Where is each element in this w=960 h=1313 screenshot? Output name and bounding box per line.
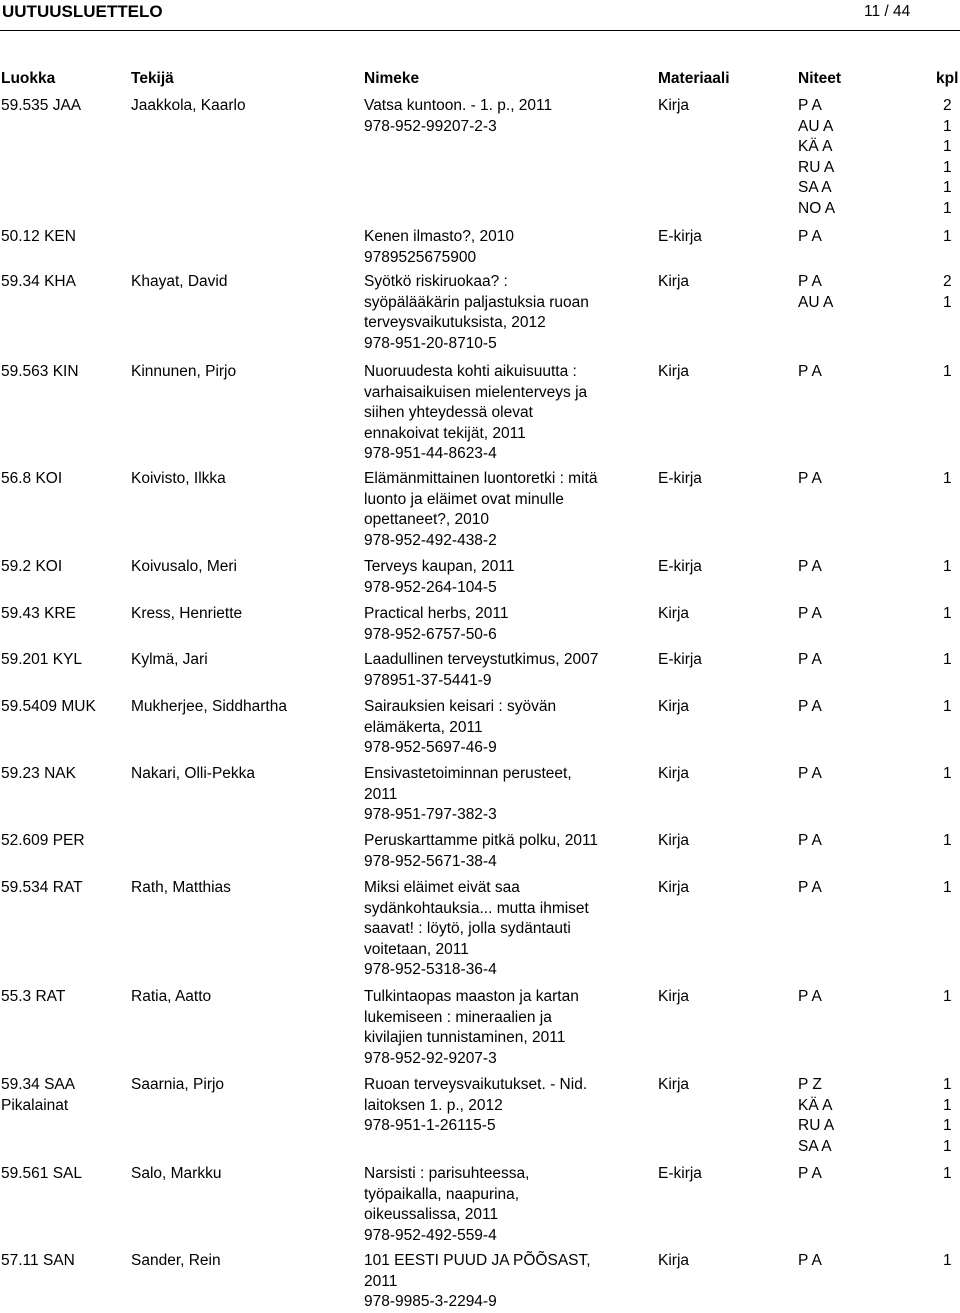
copy-count: 1	[943, 605, 952, 622]
entry-title-line: terveysvaikutuksista, 2012	[364, 314, 546, 332]
entry-class-line: 59.535 JAA	[1, 97, 82, 114]
entry-author: Koivusalo, Meri	[131, 558, 237, 575]
entry-material: Kirja	[658, 273, 690, 290]
entry-class-line: 50.12 KEN	[1, 228, 76, 245]
entry-title-line: 978951-37-5441-9	[364, 671, 492, 689]
copy-count: 1	[943, 179, 952, 197]
copy-location: P A	[798, 1165, 822, 1182]
entry-title-line: Practical herbs, 2011	[364, 605, 509, 622]
entry-class-line: 55.3 RAT	[1, 988, 66, 1005]
copy-count: 1	[943, 1165, 952, 1182]
entry-title-line: 978-951-1-26115-5	[364, 1117, 496, 1135]
entry-author: Rath, Matthias	[131, 879, 231, 896]
entry-title-line: Laadullinen terveystutkimus, 2007	[364, 651, 599, 668]
entry-material: Kirja	[658, 879, 690, 896]
copy-location: P A	[798, 605, 822, 622]
copy-location: P Z	[798, 1076, 822, 1093]
entry-class	[1, 272, 127, 293]
entry-copy-counts	[943, 1164, 960, 1185]
entry-material: Kirja	[658, 832, 690, 849]
entry-title-line: 978-952-492-438-2	[364, 531, 497, 549]
copy-count: 1	[943, 138, 952, 156]
entry-copies	[798, 227, 928, 248]
entry-author: Kylmä, Jari	[131, 651, 208, 668]
entry-title	[364, 557, 654, 598]
entry-class-line: 59.34 SAA	[1, 1076, 76, 1093]
entry-copy-counts	[943, 650, 960, 671]
entry-copy-counts	[943, 987, 960, 1008]
entry-class	[1, 764, 127, 785]
entry-title	[364, 362, 654, 465]
entry-title	[364, 272, 654, 354]
copy-location: AU A	[798, 293, 834, 311]
entry-author: Kinnunen, Pirjo	[131, 363, 237, 380]
entry-author: Jaakkola, Kaarlo	[131, 97, 246, 114]
entry-title-line: Ensivastetoiminnan perusteet,	[364, 765, 572, 782]
entry-title	[364, 1164, 654, 1246]
entry-class	[1, 362, 127, 383]
entry-material: Kirja	[658, 363, 690, 380]
copy-location: KÄ A	[798, 1096, 833, 1114]
copy-location: SA A	[798, 179, 832, 197]
copy-count: 1	[943, 558, 952, 575]
entry-material: Kirja	[658, 605, 690, 622]
copy-location: KÄ A	[798, 138, 833, 156]
entry-title	[364, 469, 654, 551]
entry-copies	[798, 697, 928, 718]
page-current: 11	[864, 3, 881, 20]
entry-class	[1, 831, 127, 852]
entry-title-line: syöpälääkärin paljastuksia ruoan	[364, 293, 589, 311]
copy-location: P A	[798, 1252, 822, 1269]
entry-class-line: 59.534 RAT	[1, 879, 83, 896]
entry-copies	[798, 831, 928, 852]
entry-author: Mukherjee, Siddhartha	[131, 698, 287, 715]
entry-title-line: Sairauksien keisari : syövän	[364, 698, 557, 715]
entry-class	[1, 650, 127, 671]
entry-title-line: opettaneet?, 2010	[364, 511, 489, 529]
copy-count: 1	[943, 293, 952, 311]
entry-class	[1, 697, 127, 718]
entry-copies	[798, 557, 928, 578]
entry-title-line: 978-952-264-104-5	[364, 578, 497, 596]
entry-copy-counts	[943, 557, 960, 578]
copy-location: RU A	[798, 158, 835, 176]
copy-location: P A	[798, 97, 822, 114]
entry-title-line: 978-951-44-8623-4	[364, 445, 497, 463]
entry-copies	[798, 362, 928, 383]
entry-title	[364, 1075, 654, 1137]
entry-copies	[798, 764, 928, 785]
entry-title	[364, 96, 654, 137]
copy-location: P A	[798, 765, 822, 782]
entry-title-line: 978-952-5318-36-4	[364, 961, 497, 979]
entry-class	[1, 1075, 127, 1116]
entry-class-line: 59.201 KYL	[1, 651, 83, 668]
copy-location: SA A	[798, 1137, 832, 1155]
entry-material: Kirja	[658, 988, 690, 1005]
copy-location: AU A	[798, 117, 834, 135]
entry-copy-counts	[943, 604, 960, 625]
entry-title	[364, 987, 654, 1069]
entry-copy-counts	[943, 764, 960, 785]
entry-class-line: 57.11 SAN	[1, 1252, 75, 1269]
entry-class-line: 59.5409 MUK	[1, 698, 96, 715]
entry-title-line: laitoksen 1. p., 2012	[364, 1096, 503, 1114]
entry-title	[364, 764, 654, 826]
entry-title-line: 2011	[364, 1272, 398, 1290]
entry-class-line: 59.2 KOI	[1, 558, 63, 575]
entry-material: E-kirja	[658, 1165, 702, 1182]
entry-title-line: Nuoruudesta kohti aikuisuutta :	[364, 363, 577, 380]
entry-title-line: Elämänmittainen luontoretki : mitä	[364, 470, 598, 487]
copy-location: P A	[798, 988, 822, 1005]
entry-title	[364, 1251, 654, 1313]
entry-class	[1, 557, 127, 578]
page-title: UUTUUSLUETTELO	[2, 2, 163, 21]
entry-class-line: Pikalainat	[1, 1096, 69, 1114]
copy-count: 1	[943, 158, 952, 176]
entry-title-line: saavat! : löytö, jolla sydäntauti	[364, 920, 571, 938]
copy-count: 1	[943, 199, 952, 217]
entry-title	[364, 604, 654, 645]
copy-location: P A	[798, 558, 822, 575]
entry-copy-counts	[943, 831, 960, 852]
entry-copies	[798, 96, 928, 220]
entry-class	[1, 878, 127, 899]
page-number	[864, 1, 910, 23]
copy-location: RU A	[798, 1117, 835, 1135]
header-divider	[0, 30, 960, 31]
entry-class	[1, 604, 127, 625]
entry-material: E-kirja	[658, 228, 702, 245]
entry-copy-counts	[943, 227, 960, 248]
entry-copies	[798, 878, 928, 899]
entry-title-line: sydänkohtauksia... mutta ihmiset	[364, 899, 589, 917]
entry-copy-counts	[943, 878, 960, 899]
entry-copies	[798, 604, 928, 625]
entry-title-line: 978-952-92-9207-3	[364, 1049, 497, 1067]
copy-count: 1	[943, 879, 952, 896]
entry-copies	[798, 469, 928, 490]
copy-count: 1	[943, 470, 952, 487]
entry-title	[364, 831, 654, 872]
entry-copy-counts	[943, 1251, 960, 1272]
copy-location: NO A	[798, 199, 836, 217]
entry-copies	[798, 650, 928, 671]
entry-copies	[798, 1075, 928, 1157]
entry-title-line: voitetaan, 2011	[364, 940, 469, 958]
entry-title-line: lukemiseen : mineraalien ja	[364, 1008, 552, 1026]
entry-class-line: 59.43 KRE	[1, 605, 76, 622]
entry-title-line: Tulkintaopas maaston ja kartan	[364, 988, 579, 1005]
entry-author: Ratia, Aatto	[131, 988, 212, 1005]
entry-title-line: työpaikalla, naapurina,	[364, 1185, 520, 1203]
entry-title-line: 9789525675900	[364, 248, 477, 266]
entry-title-line: Syötkö riskiruokaa? :	[364, 273, 508, 290]
entry-class-line: 59.34 KHA	[1, 273, 76, 290]
entry-copies	[798, 1251, 928, 1272]
copy-count: 1	[943, 363, 952, 380]
entry-material: Kirja	[658, 765, 690, 782]
entry-title-line: 978-952-492-559-4	[364, 1226, 497, 1244]
entry-copies	[798, 987, 928, 1008]
entry-title	[364, 227, 654, 268]
entry-author: Saarnia, Pirjo	[131, 1076, 225, 1093]
entry-class	[1, 96, 127, 117]
copy-count: 1	[943, 765, 952, 782]
entry-author: Kress, Henriette	[131, 605, 243, 622]
entry-copy-counts	[943, 96, 960, 220]
copy-location: P A	[798, 228, 822, 245]
entry-title	[364, 878, 654, 981]
entry-title-line: 978-951-797-382-3	[364, 806, 497, 824]
entry-title-line: 978-9985-3-2294-9	[364, 1293, 497, 1311]
copy-count: 1	[943, 651, 952, 668]
entry-title-line: Narsisti : parisuhteessa,	[364, 1165, 530, 1182]
entry-title-line: siihen yhteydessä olevat	[364, 404, 533, 422]
entry-title-line: 978-952-5671-38-4	[364, 852, 497, 870]
copy-location: P A	[798, 470, 822, 487]
copy-location: P A	[798, 832, 822, 849]
column-header-materiaali: Materiaali	[658, 70, 730, 87]
copy-location: P A	[798, 651, 822, 668]
entry-title-line: 978-952-99207-2-3	[364, 117, 497, 135]
entry-title-line: luonto ja eläimet ovat minulle	[364, 490, 564, 508]
page-total: 44	[893, 3, 911, 20]
copy-count: 1	[943, 117, 952, 135]
entry-copy-counts	[943, 1075, 960, 1157]
entry-class	[1, 987, 127, 1008]
copy-location: P A	[798, 363, 822, 380]
copy-location: P A	[798, 698, 822, 715]
entry-class-line: 59.23 NAK	[1, 765, 76, 782]
entry-class-line: 52.609 PER	[1, 832, 85, 849]
column-header-luokka: Luokka	[1, 70, 56, 87]
entry-material: E-kirja	[658, 470, 702, 487]
entry-copies	[798, 272, 928, 313]
copy-count: 1	[943, 228, 952, 245]
entry-title-line: kivilajien tunnistaminen, 2011	[364, 1029, 566, 1047]
entry-copy-counts	[943, 362, 960, 383]
entry-copy-counts	[943, 469, 960, 490]
entry-class-line: 56.8 KOI	[1, 470, 63, 487]
entry-class	[1, 1164, 127, 1185]
entry-material: Kirja	[658, 698, 690, 715]
entry-class	[1, 1251, 127, 1272]
entry-material: Kirja	[658, 1076, 690, 1093]
entry-author: Sander, Rein	[131, 1252, 221, 1269]
entry-title-line: Terveys kaupan, 2011	[364, 558, 515, 575]
copy-count: 2	[943, 273, 952, 290]
entry-copies	[798, 1164, 928, 1185]
copy-count: 2	[943, 97, 952, 114]
entry-material: E-kirja	[658, 558, 702, 575]
entry-title-line: oikeussalissa, 2011	[364, 1206, 499, 1224]
entry-title-line: 978-952-5697-46-9	[364, 739, 497, 757]
entry-title	[364, 650, 654, 691]
entry-title-line: 2011	[364, 785, 398, 803]
entry-title	[364, 697, 654, 759]
copy-count: 1	[943, 1076, 952, 1093]
column-header-niteet: Niteet	[798, 70, 842, 87]
copy-count: 1	[943, 698, 952, 715]
copy-count: 1	[943, 988, 952, 1005]
copy-count: 1	[943, 1117, 952, 1135]
entry-class-line: 59.561 SAL	[1, 1165, 83, 1182]
entry-class	[1, 469, 127, 490]
entry-material: Kirja	[658, 1252, 690, 1269]
entry-material: E-kirja	[658, 651, 702, 668]
copy-count: 1	[943, 1252, 952, 1269]
entry-title-line: Vatsa kuntoon. - 1. p., 2011	[364, 97, 553, 114]
entry-title-line: ennakoivat tekijät, 2011	[364, 424, 526, 442]
column-header-nimeke: Nimeke	[364, 70, 420, 87]
entry-title-line: 978-951-20-8710-5	[364, 334, 497, 352]
entry-copy-counts	[943, 697, 960, 718]
entry-author: Khayat, David	[131, 273, 228, 290]
entry-copy-counts	[943, 272, 960, 313]
copy-count: 1	[943, 832, 952, 849]
entry-title-line: Peruskarttamme pitkä polku, 2011	[364, 832, 599, 849]
entry-class-line: 59.563 KIN	[1, 363, 79, 380]
entry-author: Salo, Markku	[131, 1165, 222, 1182]
copy-count: 1	[943, 1137, 952, 1155]
entry-title-line: Kenen ilmasto?, 2010	[364, 228, 514, 245]
column-header-kpl: kpl	[936, 70, 959, 87]
column-header-tekija: Tekijä	[131, 70, 174, 87]
entry-title-line: elämäkerta, 2011	[364, 718, 483, 736]
entry-title-line: Miksi eläimet eivät saa	[364, 879, 520, 896]
entry-class	[1, 227, 127, 248]
copy-count: 1	[943, 1096, 952, 1114]
entry-title-line: varhaisaikuisen mielenterveys ja	[364, 383, 588, 401]
copy-location: P A	[798, 879, 822, 896]
page-separator: /	[884, 3, 889, 20]
copy-location: P A	[798, 273, 822, 290]
entry-title-line: 978-952-6757-50-6	[364, 625, 497, 643]
entry-author: Nakari, Olli-Pekka	[131, 765, 256, 782]
entry-title-line: 101 EESTI PUUD JA PÕÕSAST,	[364, 1252, 591, 1269]
entry-material: Kirja	[658, 97, 690, 114]
entry-author: Koivisto, Ilkka	[131, 470, 226, 487]
entry-title-line: Ruoan terveysvaikutukset. - Nid.	[364, 1076, 588, 1093]
